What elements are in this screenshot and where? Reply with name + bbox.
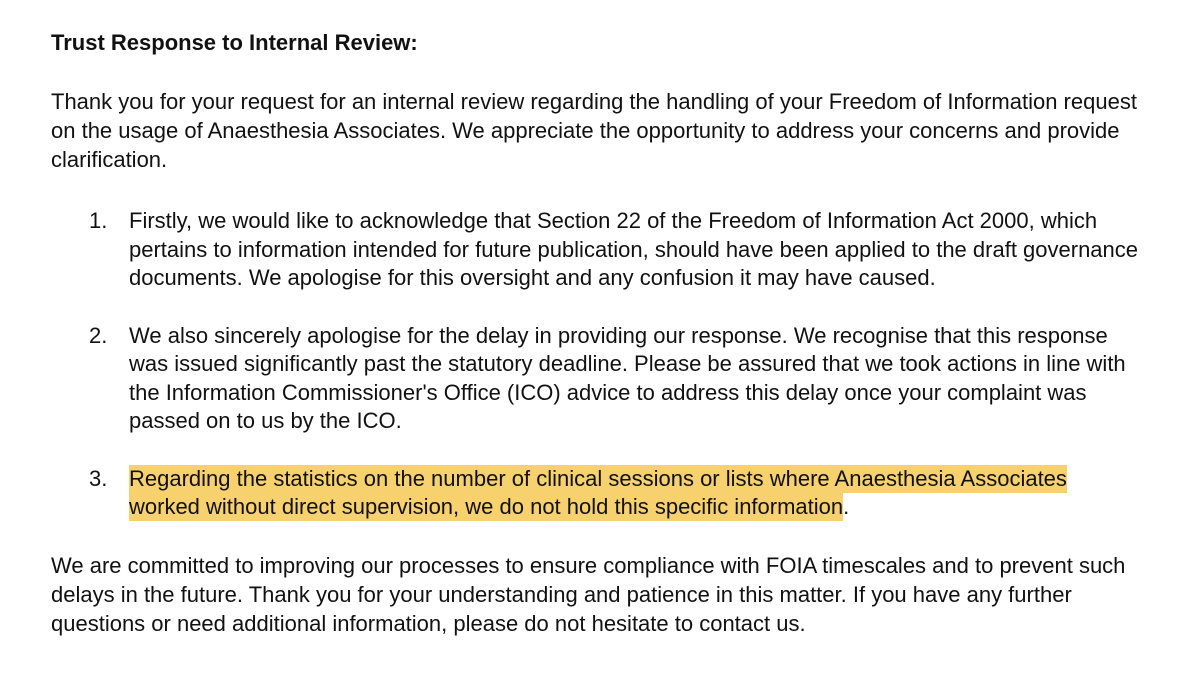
list-item-text: We also sincerely apologise for the delay in providing our response. We recognise that this response was issued significantly past the statutory deadline. Please be assured that we took actions in line with the Information Commissioner's Office (ICO) advice to address this delay once your complaint was passed on to us by the ICO.: [129, 322, 1126, 433]
numbered-list: [51, 207, 1140, 522]
highlighted-text: Regarding the statistics on the number of clinical sessions or lists where Anaesthesia Associates worked without direct supervision, we do not hold this specific information: [129, 465, 1067, 519]
list-item-trailing-period: .: [843, 494, 850, 519]
document-heading: Trust Response to Internal Review:: [51, 30, 418, 55]
intro-paragraph: Thank you for your request for an internal review regarding the handling of your Freedom of Information request on the usage of Anaesthesia Associates. We appreciate the opportunity to address your concerns and provide clarification.: [51, 89, 1137, 172]
list-item-number: 3.: [89, 465, 108, 491]
list-item-1: [51, 207, 1140, 293]
closing-paragraph: We are committed to improving our processes to ensure compliance with FOIA timescales and to prevent such delays in the future. Thank you for your understanding and patience in this matter. If you have any further questions or need additional information, please do not hesitate to contact us.: [51, 552, 1126, 636]
list-item-text: Firstly, we would like to acknowledge that Section 22 of the Freedom of Information Act 2000, which pertains to information intended for future publication, should have been applied to the draft governance documents. We apologise for this oversight and any confusion it may have caused.: [129, 208, 1139, 290]
list-item-number: 1.: [89, 208, 108, 233]
list-item-number: 2.: [89, 322, 108, 348]
list-item-3: [51, 465, 1140, 522]
list-item-2: [51, 322, 1140, 436]
